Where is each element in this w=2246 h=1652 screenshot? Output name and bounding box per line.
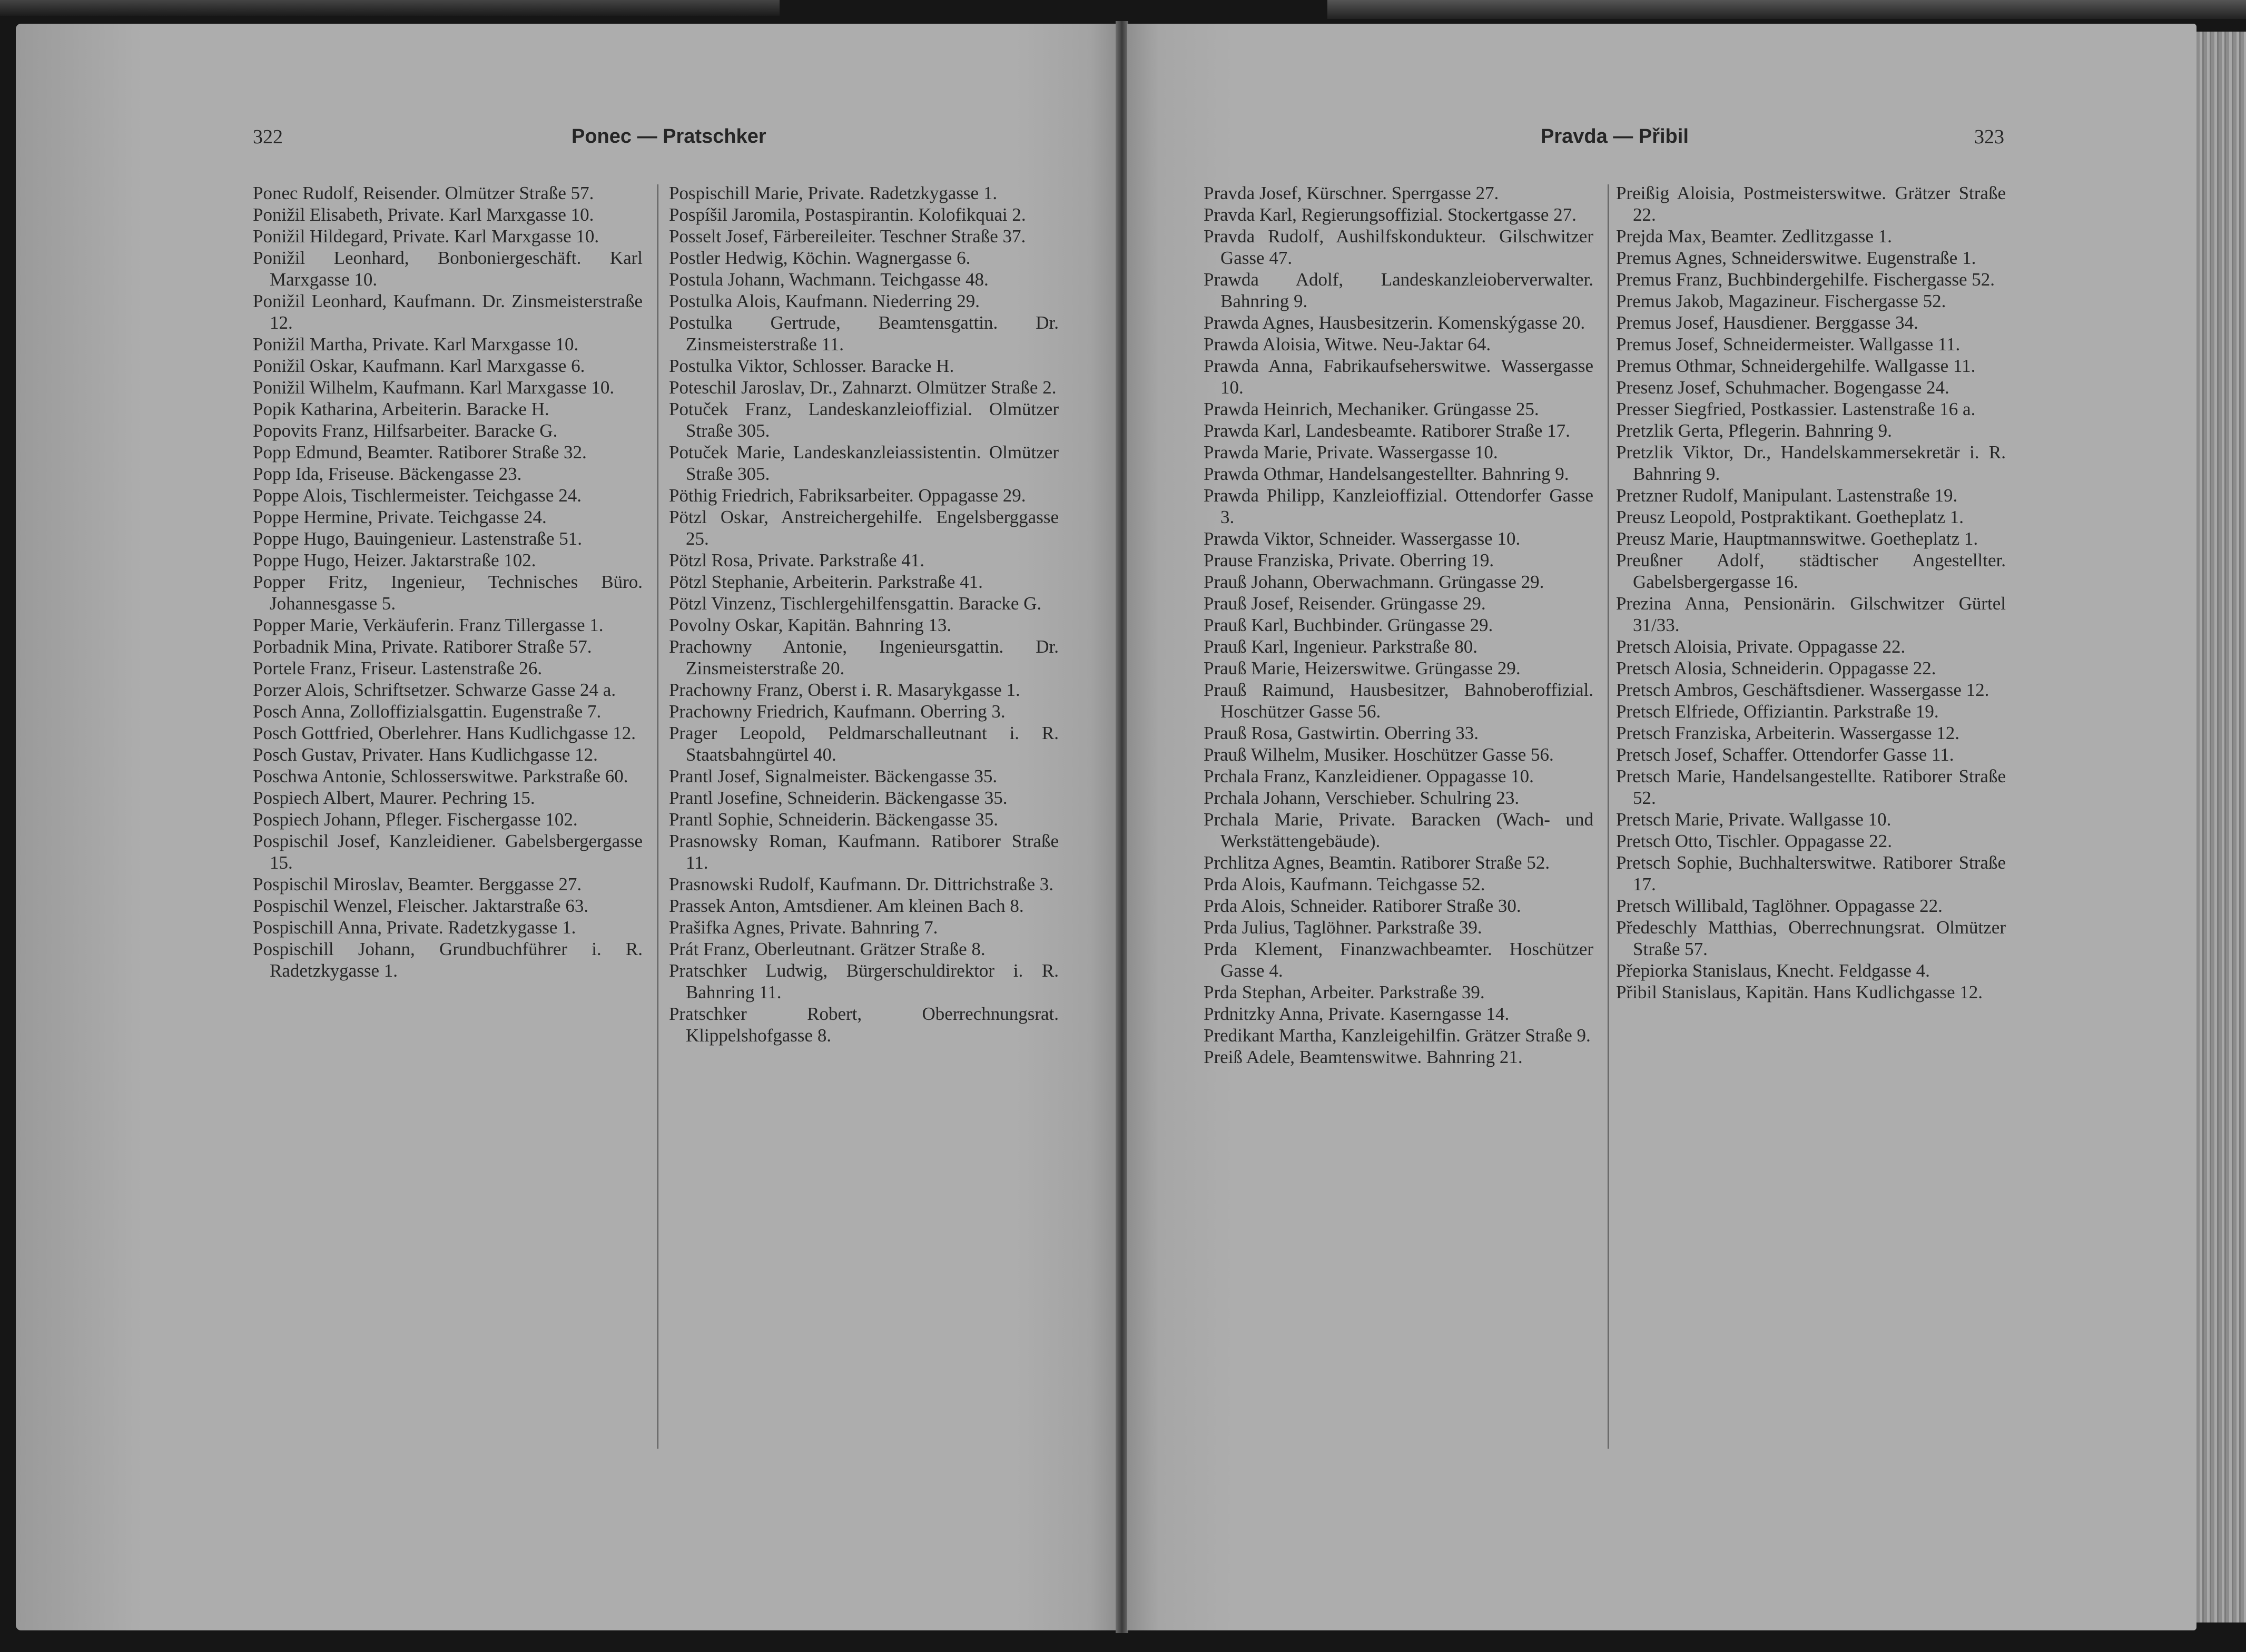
directory-entry: Ponižil Hildegard, Private. Karl Marxgasse 10.: [253, 226, 599, 247]
directory-entry: Pretsch Aloisia, Private. Oppagasse 22.: [1616, 636, 1906, 657]
directory-entry: Ponižil Oskar, Kaufmann. Karl Marxgasse 6.: [253, 356, 585, 376]
directory-entry: Pospischill Marie, Private. Radetzkygasse 1.: [669, 183, 998, 203]
directory-entry: Prda Alois, Kaufmann. Teichgasse 52.: [1204, 874, 1485, 894]
directory-entry: Poteschil Jaroslav, Dr., Zahnarzt. Olmützer Straße 2.: [669, 377, 1057, 398]
directory-entry: Předeschly Matthias, Oberrechnungsrat. Olmützer Straße 57.: [1616, 917, 2006, 959]
directory-entry: Prager Leopold, Peldmarschalleutnant i. R. Staatsbahngürtel 40.: [669, 723, 1059, 765]
directory-entry: Prantl Josefine, Schneiderin. Bäckengasse 35.: [669, 788, 1008, 808]
directory-entry: Popper Fritz, Ingenieur, Technisches Büro. Johannesgasse 5.: [253, 572, 643, 614]
left-page-number: 322: [253, 126, 283, 148]
directory-entry: Pretsch Franziska, Arbeiterin. Wassergasse 12.: [1616, 723, 1959, 743]
directory-entry: Postulka Alois, Kaufmann. Niederring 29.: [669, 291, 980, 311]
directory-entry: Portele Franz, Friseur. Lastenstraße 26.: [253, 658, 543, 678]
directory-entry: Pöthig Friedrich, Fabriksarbeiter. Oppagasse 29.: [669, 485, 1026, 506]
directory-entry: Preusz Leopold, Postpraktikant. Goetheplatz 1.: [1616, 507, 1964, 527]
directory-entry: Prauß Marie, Heizerswitwe. Grüngasse 29.: [1204, 658, 1521, 678]
directory-entry: Pretsch Marie, Private. Wallgasse 10.: [1616, 809, 1892, 830]
directory-entry: Prda Klement, Finanzwachbeamter. Hoschützer Gasse 4.: [1204, 939, 1593, 981]
directory-entry: Popik Katharina, Arbeiterin. Baracke H.: [253, 399, 549, 419]
directory-entry: Pospiech Albert, Maurer. Pechring 15.: [253, 788, 535, 808]
directory-entry: Premus Othmar, Schneidergehilfe. Wallgasse 11.: [1616, 356, 1976, 376]
directory-entry: Ponižil Elisabeth, Private. Karl Marxgasse 10.: [253, 204, 594, 225]
directory-entry: Popper Marie, Verkäuferin. Franz Tillergasse 1.: [253, 615, 604, 635]
directory-entry: Prezina Anna, Pensionärin. Gilschwitzer Gürtel 31/33.: [1616, 593, 2006, 635]
directory-entry: Preußner Adolf, städtischer Angestellter. Gabelsbergergasse 16.: [1616, 550, 2006, 592]
directory-entry: Povolny Oskar, Kapitän. Bahnring 13.: [669, 615, 952, 635]
directory-entry: Prachowny Antonie, Ingenieursgattin. Dr. Zinsmeisterstraße 20.: [669, 636, 1059, 678]
directory-entry: Prauß Karl, Buchbinder. Grüngasse 29.: [1204, 615, 1493, 635]
directory-entry: Pratschker Robert, Oberrechnungsrat. Klippelshofgasse 8.: [669, 1004, 1059, 1046]
directory-entry: Porzer Alois, Schriftsetzer. Schwarze Gasse 24 a.: [253, 680, 616, 700]
directory-entry: Potuček Franz, Landeskanzleioffizial. Olmützer Straße 305.: [669, 399, 1059, 441]
directory-entry: Prchala Marie, Private. Baracken (Wach- und Werkstättengebäude).: [1204, 809, 1593, 851]
directory-entry: Ponec Rudolf, Reisender. Olmützer Straße 57.: [253, 183, 594, 203]
directory-entry: Pretsch Elfriede, Offiziantin. Parkstraße 19.: [1616, 701, 1939, 722]
directory-entry: Premus Josef, Hausdiener. Berggasse 34.: [1616, 312, 1918, 333]
directory-entry: Pötzl Vinzenz, Tischlergehilfensgattin. Baracke G.: [669, 593, 1042, 614]
directory-entry: Postulka Viktor, Schlosser. Baracke H.: [669, 356, 954, 376]
directory-entry: Ponižil Leonhard, Bonboniergeschäft. Karl Marxgasse 10.: [253, 248, 643, 290]
right-page-number: 323: [1974, 126, 2004, 148]
directory-entry: Prda Stephan, Arbeiter. Parkstraße 39.: [1204, 982, 1485, 1002]
directory-entry: Prawda Heinrich, Mechaniker. Grüngasse 25.: [1204, 399, 1539, 419]
directory-entry: Prda Alois, Schneider. Ratiborer Straße 30.: [1204, 896, 1521, 916]
directory-entry: Pretzlik Viktor, Dr., Handelskammersekretär i. R. Bahnring 9.: [1616, 442, 2006, 484]
directory-entry: Prauß Raimund, Hausbesitzer, Bahnoberoffizial. Hoschützer Gasse 56.: [1204, 680, 1593, 722]
directory-entry: Popovits Franz, Hilfsarbeiter. Baracke G.: [253, 420, 558, 441]
directory-entry: Prawda Karl, Landesbeamte. Ratiborer Straße 17.: [1204, 420, 1570, 441]
directory-entry: Posselt Josef, Färbereileiter. Teschner Straße 37.: [669, 226, 1026, 247]
directory-entry: Pospiech Johann, Pfleger. Fischergasse 102.: [253, 809, 578, 830]
directory-entry: Prawda Aloisia, Witwe. Neu-Jaktar 64.: [1204, 334, 1491, 355]
directory-entry: Premus Jakob, Magazineur. Fischergasse 52.: [1616, 291, 1946, 311]
directory-entry: Pretsch Alosia, Schneiderin. Oppagasse 22.: [1616, 658, 1936, 678]
left-running-head: Ponec — Pratschker: [572, 125, 766, 148]
page-edges: [2196, 32, 2246, 1622]
directory-entry: Prda Julius, Taglöhner. Parkstraße 39.: [1204, 917, 1482, 938]
directory-entry: Prauß Johann, Oberwachmann. Grüngasse 29.: [1204, 572, 1544, 592]
left-column-rule: [657, 184, 658, 1449]
right-running-head: Pravda — Přibil: [1541, 125, 1689, 148]
directory-entry: Premus Josef, Schneidermeister. Wallgasse 11.: [1616, 334, 1961, 355]
directory-entry: Postulka Gertrude, Beamtensgattin. Dr. Zinsmeisterstraße 11.: [669, 312, 1059, 355]
directory-entry: Prejda Max, Beamter. Zedlitzgasse 1.: [1616, 226, 1892, 247]
directory-entry: Prachowny Friedrich, Kaufmann. Oberring 3.: [669, 701, 1006, 722]
directory-entry: Přibil Stanislaus, Kapitän. Hans Kudlichgasse 12.: [1616, 982, 1983, 1002]
directory-entry: Pretsch Ambros, Geschäftsdiener. Wassergasse 12.: [1616, 680, 1989, 700]
directory-entry: Prašifka Agnes, Private. Bahnring 7.: [669, 917, 938, 938]
directory-entry: Poschwa Antonie, Schlosserswitwe. Parkstraße 60.: [253, 766, 628, 786]
directory-entry: Prchlitza Agnes, Beamtin. Ratiborer Straße 52.: [1204, 852, 1550, 873]
directory-entry: Prchala Johann, Verschieber. Schulring 23.: [1204, 788, 1520, 808]
directory-entry: Pretsch Otto, Tischler. Oppagasse 22.: [1616, 831, 1893, 851]
directory-entry: Prdnitzky Anna, Private. Kaserngasse 14.: [1204, 1004, 1510, 1024]
directory-entry: Pretsch Sophie, Buchhalterswitwe. Ratiborer Straße 17.: [1616, 852, 2006, 894]
directory-entry: Prassek Anton, Amtsdiener. Am kleinen Bach 8.: [669, 896, 1024, 916]
scan-border-top-right: [1327, 0, 2246, 19]
directory-entry: Presser Siegfried, Postkassier. Lastenstraße 16 a.: [1616, 399, 1976, 419]
directory-entry: Pospischil Miroslav, Beamter. Berggasse 27.: [253, 874, 582, 894]
directory-entry: Prchala Franz, Kanzleidiener. Oppagasse 10.: [1204, 766, 1534, 786]
directory-entry: Poppe Hugo, Heizer. Jaktarstraße 102.: [253, 550, 536, 571]
directory-entry: Pretzner Rudolf, Manipulant. Lastenstraße 19.: [1616, 485, 1958, 506]
directory-entry: Pötzl Stephanie, Arbeiterin. Parkstraße 41.: [669, 572, 983, 592]
directory-entry: Posch Anna, Zolloffizialsgattin. Eugenstraße 7.: [253, 701, 602, 722]
directory-entry: Pospischil Wenzel, Fleischer. Jaktarstraße 63.: [253, 896, 589, 916]
directory-entry: Pospíšil Jaromila, Postaspirantin. Kolofikquai 2.: [669, 204, 1026, 225]
directory-entry: Pospischill Johann, Grundbuchführer i. R. Radetzkygasse 1.: [253, 939, 643, 981]
directory-entry: Prasnowsky Roman, Kaufmann. Ratiborer Straße 11.: [669, 831, 1059, 873]
directory-entry: Pospischill Anna, Private. Radetzkygasse 1.: [253, 917, 576, 938]
directory-entry: Prachowny Franz, Oberst i. R. Masarykgasse 1.: [669, 680, 1020, 700]
directory-entry: Prawda Othmar, Handelsangestellter. Bahnring 9.: [1204, 464, 1569, 484]
right-page-column-1: [1204, 182, 1593, 1068]
directory-entry: Predikant Martha, Kanzleigehilfin. Grätzer Straße 9.: [1204, 1025, 1591, 1046]
directory-entry: Prawda Marie, Private. Wassergasse 10.: [1204, 442, 1498, 463]
directory-entry: Preusz Marie, Hauptmannswitwe. Goetheplatz 1.: [1616, 528, 1978, 549]
directory-entry: Poppe Alois, Tischlermeister. Teichgasse 24.: [253, 485, 582, 506]
scan-border-top-left: [0, 0, 780, 16]
directory-entry: Pötzl Rosa, Private. Parkstraße 41.: [669, 550, 925, 571]
directory-entry: Pretsch Marie, Handelsangestellte. Ratiborer Straße 52.: [1616, 766, 2006, 808]
directory-entry: Pravda Josef, Kürschner. Sperrgasse 27.: [1204, 183, 1499, 203]
directory-entry: Prantl Sophie, Schneiderin. Bäckengasse 35.: [669, 809, 999, 830]
directory-entry: Premus Franz, Buchbindergehilfe. Fischergasse 52.: [1616, 269, 1995, 290]
directory-entry: Poppe Hugo, Bauingenieur. Lastenstraße 51.: [253, 528, 583, 549]
directory-entry: Presenz Josef, Schuhmacher. Bogengasse 24.: [1616, 377, 1949, 398]
directory-entry: Potuček Marie, Landeskanzleiassistentin. Olmützer Straße 305.: [669, 442, 1059, 484]
book-gutter: [1116, 21, 1128, 1633]
directory-entry: Pravda Rudolf, Aushilfskondukteur. Gilschwitzer Gasse 47.: [1204, 226, 1593, 268]
directory-entry: Přepiorka Stanislaus, Knecht. Feldgasse 4.: [1616, 960, 1930, 981]
directory-entry: Prawda Viktor, Schneider. Wassergasse 10.: [1204, 528, 1521, 549]
directory-entry: Pretsch Willibald, Taglöhner. Oppagasse 22.: [1616, 896, 1943, 916]
directory-entry: Pravda Karl, Regierungsoffizial. Stockertgasse 27.: [1204, 204, 1577, 225]
directory-entry: Pospischil Josef, Kanzleidiener. Gabelsbergergasse 15.: [253, 831, 643, 873]
directory-entry: Ponižil Martha, Private. Karl Marxgasse 10.: [253, 334, 579, 355]
directory-entry: Prawda Anna, Fabrikaufseherswitwe. Wassergasse 10.: [1204, 356, 1593, 398]
directory-entry: Pretsch Josef, Schaffer. Ottendorfer Gasse 11.: [1616, 744, 1954, 765]
right-column-rule: [1608, 184, 1609, 1449]
directory-entry: Posch Gottfried, Oberlehrer. Hans Kudlichgasse 12.: [253, 723, 636, 743]
directory-entry: Prawda Agnes, Hausbesitzerin. Komenskýgasse 20.: [1204, 312, 1585, 333]
directory-entry: Postula Johann, Wachmann. Teichgasse 48.: [669, 269, 989, 290]
left-page-column-2: [669, 182, 1059, 1046]
directory-entry: Prauß Josef, Reisender. Grüngasse 29.: [1204, 593, 1486, 614]
directory-entry: Preißig Aloisia, Postmeisterswitwe. Grätzer Straße 22.: [1616, 183, 2006, 225]
directory-entry: Prát Franz, Oberleutnant. Grätzer Straße 8.: [669, 939, 986, 959]
directory-entry: Posch Gustav, Privater. Hans Kudlichgasse 12.: [253, 744, 598, 765]
directory-entry: Prauß Karl, Ingenieur. Parkstraße 80.: [1204, 636, 1477, 657]
directory-entry: Poppe Hermine, Private. Teichgasse 24.: [253, 507, 547, 527]
directory-entry: Prauß Wilhelm, Musiker. Hoschützer Gasse 56.: [1204, 744, 1554, 765]
directory-entry: Prawda Philipp, Kanzleioffizial. Ottendorfer Gasse 3.: [1204, 485, 1593, 527]
right-page-column-2: [1616, 182, 2006, 1003]
directory-entry: Pretzlik Gerta, Pflegerin. Bahnring 9.: [1616, 420, 1892, 441]
directory-entry: Pratschker Ludwig, Bürgerschuldirektor i. R. Bahnring 11.: [669, 960, 1059, 1002]
directory-entry: Prawda Adolf, Landeskanzleioberverwalter. Bahnring 9.: [1204, 269, 1593, 311]
directory-entry: Premus Agnes, Schneiderswitwe. Eugenstraße 1.: [1616, 248, 1976, 268]
directory-entry: Postler Hedwig, Köchin. Wagnergasse 6.: [669, 248, 971, 268]
directory-entry: Preiß Adele, Beamtenswitwe. Bahnring 21.: [1204, 1047, 1523, 1067]
directory-entry: Pötzl Oskar, Anstreichergehilfe. Engelsberggasse 25.: [669, 507, 1059, 549]
directory-entry: Prause Franziska, Private. Oberring 19.: [1204, 550, 1494, 571]
left-page-column-1: [253, 182, 643, 981]
directory-entry: Ponižil Wilhelm, Kaufmann. Karl Marxgasse 10.: [253, 377, 615, 398]
directory-entry: Ponižil Leonhard, Kaufmann. Dr. Zinsmeisterstraße 12.: [253, 291, 643, 333]
directory-entry: Prasnowski Rudolf, Kaufmann. Dr. Dittrichstraße 3.: [669, 874, 1054, 894]
directory-entry: Prauß Rosa, Gastwirtin. Oberring 33.: [1204, 723, 1479, 743]
directory-entry: Popp Ida, Friseuse. Bäckengasse 23.: [253, 464, 522, 484]
directory-entry: Porbadnik Mina, Private. Ratiborer Straße 57.: [253, 636, 592, 657]
directory-entry: Popp Edmund, Beamter. Ratiborer Straße 32.: [253, 442, 587, 463]
directory-entry: Prantl Josef, Signalmeister. Bäckengasse 35.: [669, 766, 998, 786]
